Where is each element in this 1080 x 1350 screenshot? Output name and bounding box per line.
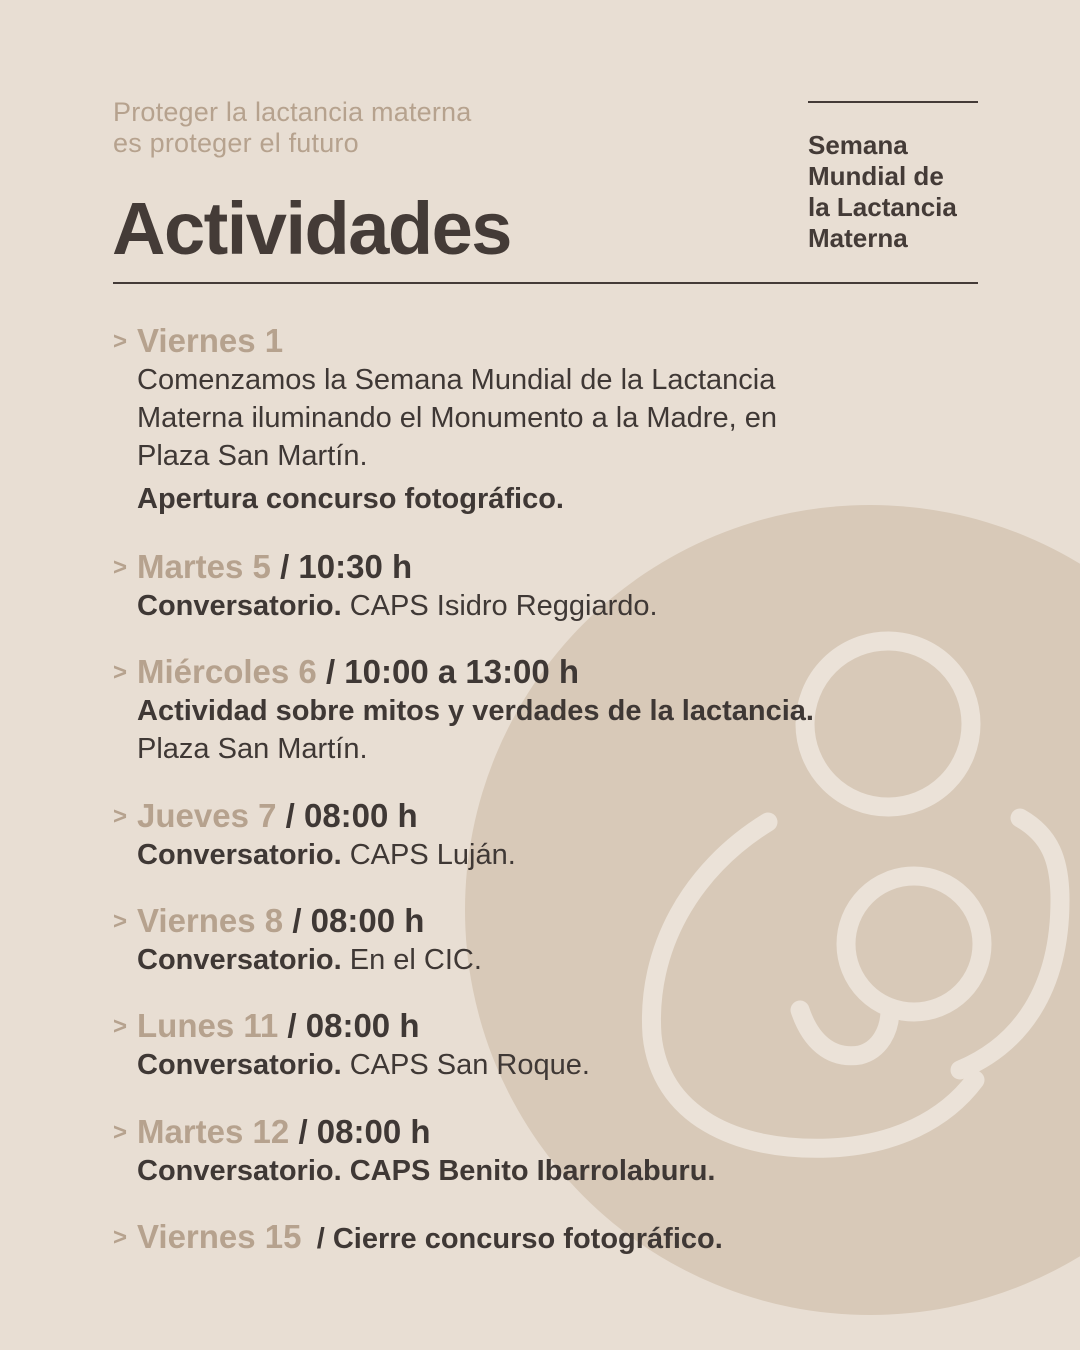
event-day: Jueves 7 (137, 797, 277, 834)
event-description (137, 1152, 983, 1190)
top-divider (808, 101, 978, 103)
campaign-line: Semana (808, 130, 908, 160)
event-day: Lunes 11 (137, 1007, 279, 1044)
chevron-right-icon: > (113, 1119, 128, 1146)
event-item (113, 653, 983, 768)
event-heading (113, 902, 983, 941)
chevron-right-icon: > (113, 803, 128, 830)
event-heading (113, 653, 983, 692)
event-heading (113, 1113, 983, 1152)
event-activity: Actividad sobre mitos y verdades de la lactancia. (137, 695, 814, 727)
event-note: / Cierre concurso fotográfico. (316, 1223, 723, 1255)
event-place: CAPS San Roque. (349, 1049, 590, 1081)
description-line: Materna iluminando el Monumento a la Madre, en (137, 402, 777, 434)
event-activity: Conversatorio. (137, 590, 342, 622)
event-description (137, 941, 983, 979)
event-activity: Conversatorio. (137, 944, 342, 976)
event-item (113, 1007, 983, 1084)
event-description (137, 692, 983, 768)
tagline-line: es proteger el futuro (113, 128, 359, 158)
event-place: CAPS Luján. (349, 839, 516, 871)
event-time: / 08:00 h (285, 797, 418, 834)
event-item (113, 1113, 983, 1190)
event-item (113, 548, 983, 625)
event-heading (113, 548, 983, 587)
chevron-right-icon: > (113, 908, 128, 935)
event-day: Viernes 8 (137, 902, 284, 939)
description-line: Plaza San Martín. (137, 440, 368, 472)
event-place: En el CIC. (349, 944, 482, 976)
campaign-line: la Lactancia (808, 192, 957, 222)
chevron-right-icon: > (113, 1224, 128, 1251)
chevron-right-icon: > (113, 1013, 128, 1040)
event-item (113, 322, 983, 518)
event-activity: Conversatorio. (137, 1155, 342, 1187)
event-place: CAPS Isidro Reggiardo. (349, 590, 658, 622)
page-title: Actividades (112, 187, 511, 270)
header-divider (113, 282, 978, 284)
event-description (137, 836, 983, 874)
event-time: / 08:00 h (298, 1113, 431, 1150)
tagline (113, 97, 573, 159)
event-extra: Apertura concurso fotográfico. (137, 483, 564, 515)
event-heading (113, 1007, 983, 1046)
event-day: Viernes 1 (137, 322, 284, 359)
chevron-right-icon: > (113, 554, 128, 581)
event-description (137, 361, 983, 518)
event-heading (113, 797, 983, 836)
event-day: Martes 5 (137, 548, 271, 585)
chevron-right-icon: > (113, 659, 128, 686)
event-item (113, 902, 983, 979)
event-place: Plaza San Martín. (137, 733, 368, 765)
event-activity: Conversatorio. (137, 1049, 342, 1081)
campaign-line: Mundial de (808, 161, 944, 191)
event-description (137, 1046, 983, 1084)
campaign-line: Materna (808, 223, 908, 253)
tagline-line: Proteger la lactancia materna (113, 97, 472, 127)
event-description (137, 587, 983, 625)
event-time: / 10:30 h (280, 548, 413, 585)
description-line: Comenzamos la Semana Mundial de la Lactancia (137, 364, 776, 396)
event-heading (113, 322, 983, 361)
event-day: Viernes 15 (137, 1218, 302, 1255)
event-activity: Conversatorio. (137, 839, 342, 871)
event-time: / 08:00 h (292, 902, 425, 939)
event-day: Martes 12 (137, 1113, 290, 1150)
event-place: CAPS Benito Ibarrolaburu. (349, 1155, 716, 1187)
event-heading (113, 1218, 983, 1258)
campaign-name (808, 130, 1008, 254)
chevron-right-icon: > (113, 328, 128, 355)
event-item (113, 797, 983, 874)
event-day: Miércoles 6 (137, 653, 317, 690)
event-time: / 10:00 a 13:00 h (325, 653, 580, 690)
event-item (113, 1218, 983, 1258)
event-time: / 08:00 h (287, 1007, 420, 1044)
